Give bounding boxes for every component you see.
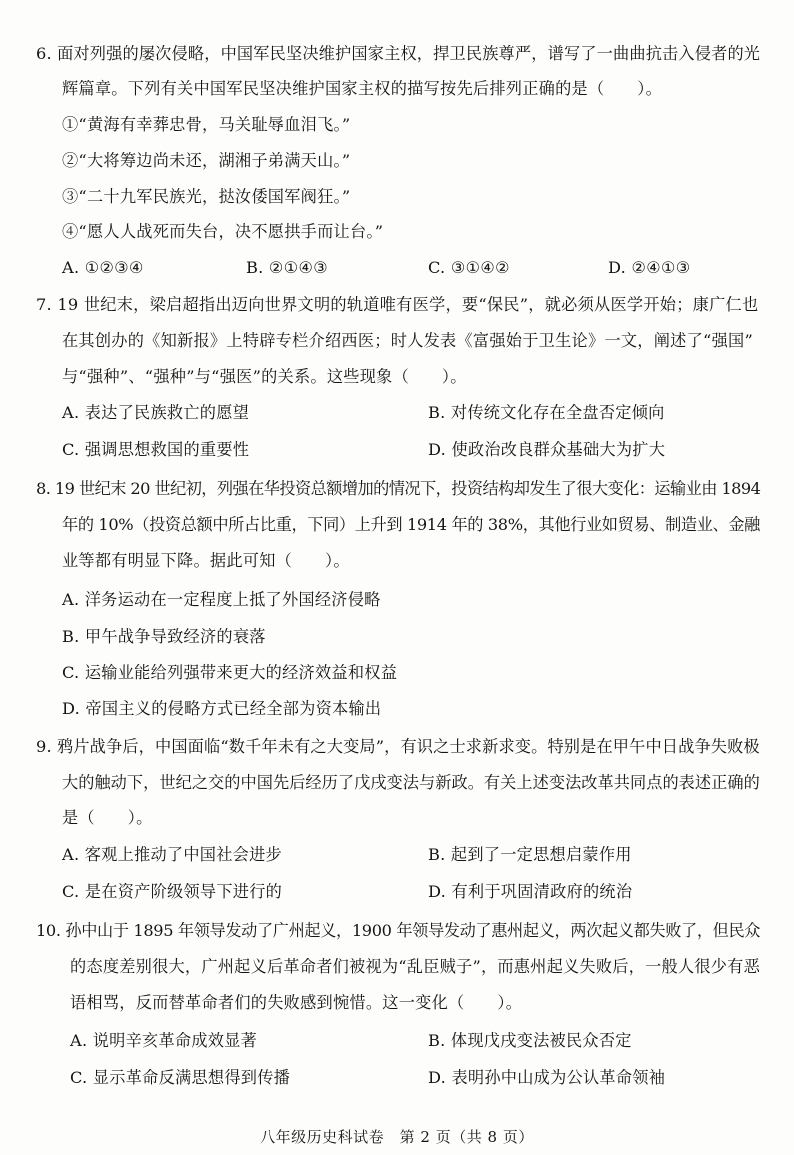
question-8-option-d: D. 帝国主义的侵略方式已经全部为资本输出	[62, 699, 382, 718]
question-6-option-b: B. ②①④③	[246, 258, 328, 277]
question-7-option-b: B. 对传统文化存在全盘否定倾向	[428, 403, 665, 422]
question-8-stem-line-3: 业等都有明显下降。据此可知（ ）。	[62, 551, 350, 570]
question-9-option-c: C. 是在资产阶级领导下进行的	[62, 882, 283, 901]
question-6-stem-line-2: 辉篇章。下列有关中国军民坚决维护国家主权的描写按先后排列正确的是（ ）。	[62, 79, 663, 98]
question-9-option-d: D. 有利于巩固清政府的统治	[428, 882, 633, 901]
question-10-stem-line-1: 10. 孙中山于 1895 年领导发动了广州起义，1900 年领导发动了惠州起义，两次起义都失败了，但民众	[36, 921, 761, 940]
question-9-stem-line-1: 9. 鸦片战争后，中国面临“数千年未有之大变局”，有识之士求新求变。特别是在甲午中日战争失败极	[36, 737, 760, 756]
question-7-option-a: A. 表达了民族救亡的愿望	[62, 403, 250, 422]
question-10-stem-line-3: 语相骂，反而替革命者们的失败感到惋惜。这一变化（ ）。	[70, 993, 523, 1012]
question-10-option-c: C. 显示革命反满思想得到传播	[70, 1068, 291, 1087]
question-6-option-d: D. ②④①③	[608, 258, 691, 277]
question-8-option-b: B. 甲午战争导致经济的衰落	[62, 627, 266, 646]
question-8-stem-line-1: 8. 19 世纪末 20 世纪初，列强在华投资总额增加的情况下，投资结构却发生了很大变化：运输业由 1894	[36, 479, 761, 498]
question-8-option-c: C. 运输业能给列强带来更大的经济效益和权益	[62, 663, 398, 682]
question-7-stem-line-2: 在其创办的《知新报》上特辟专栏介绍西医；时人发表《富强始于卫生论》一文，阐述了“强国”	[62, 331, 753, 350]
question-6-option-c: C. ③①④②	[428, 258, 510, 277]
question-8-option-a: A. 洋务运动在一定程度上抵了外国经济侵略	[62, 590, 381, 609]
question-6-quote-1: ①“黄海有幸葬忠骨，马关耻辱血泪飞。”	[62, 115, 351, 134]
question-10-option-d: D. 表明孙中山成为公认革命领袖	[428, 1068, 666, 1087]
question-6-quote-2: ②“大将筹边尚未还，湖湘子弟满天山。”	[62, 151, 351, 170]
question-9-stem-line-3: 是（ ）。	[62, 808, 153, 827]
question-9-option-b: B. 起到了一定思想启蒙作用	[428, 845, 632, 864]
question-6-option-a: A. ①②③④	[62, 258, 144, 277]
question-8-stem-line-2: 年的 10%（投资总额中所占比重，下同）上升到 1914 年的 38%，其他行业如贸易、制造业、金融	[62, 515, 760, 534]
question-9-stem-line-2: 大的触动下，世纪之交的中国先后经历了戊戌变法与新政。有关上述变法改革共同点的表述正确的	[62, 773, 760, 792]
page-footer: 八年级历史科试卷 第 2 页（共 8 页）	[260, 1128, 534, 1146]
question-7-stem-line-3: 与“强种”、“强种”与“强医”的关系。这些现象（ ）。	[62, 367, 467, 386]
question-10-option-a: A. 说明辛亥革命成效显著	[70, 1031, 258, 1050]
question-7-option-c: C. 强调思想救国的重要性	[62, 440, 250, 459]
question-10-option-b: B. 体现戊戌变法被民众否定	[428, 1031, 632, 1050]
question-7-stem-line-1: 7. 19 世纪末，梁启超指出迈向世界文明的轨道唯有医学，要“保民”，就必须从医学开始；康广仁也	[36, 295, 759, 314]
question-10-stem-line-2: 的态度差别很大，广州起义后革命者们被视为“乱臣贼子”，而惠州起义失败后，一般人很少有恶	[70, 957, 760, 976]
question-9-option-a: A. 客观上推动了中国社会进步	[62, 845, 282, 864]
question-6-quote-4: ④“愿人人战死而失台，决不愿拱手而让台。”	[62, 222, 384, 241]
question-6-quote-3: ③“二十九军民族光，挞汝倭国军阀狂。”	[62, 187, 351, 206]
question-6-stem-line-1: 6. 面对列强的屡次侵略，中国军民坚决维护国家主权，捍卫民族尊严，谱写了一曲曲抗击入侵者的光	[36, 44, 761, 63]
question-7-option-d: D. 使政治改良群众基础大为扩大	[428, 440, 666, 459]
